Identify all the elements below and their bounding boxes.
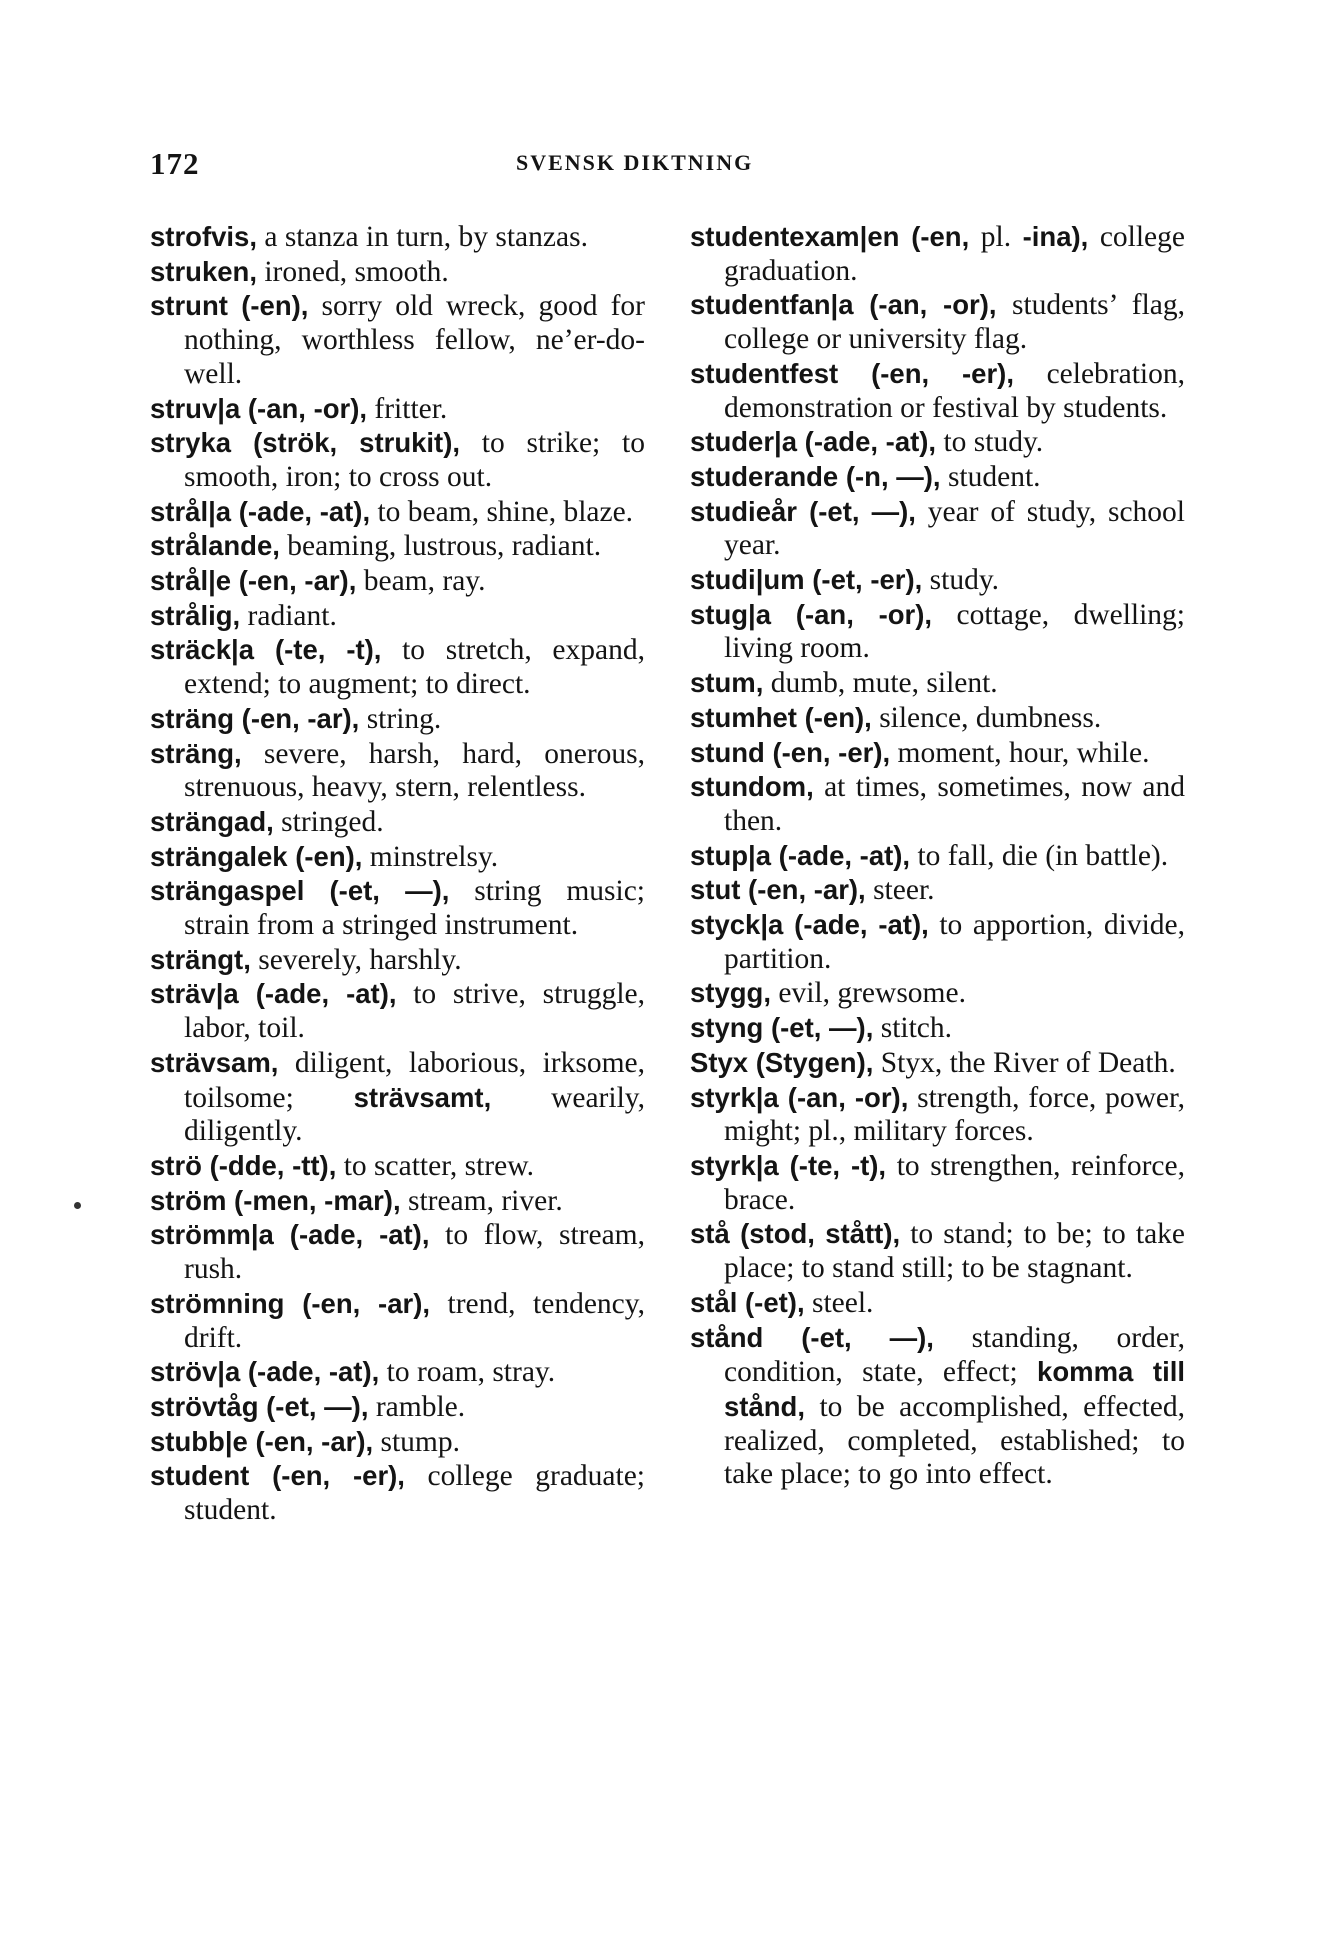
definition: to apportion, divide, partition.: [724, 909, 1185, 975]
headword: strofvis,: [150, 221, 257, 252]
dictionary-entry: [690, 701, 1185, 736]
dictionary-entry: [690, 288, 1185, 356]
headword: studieår (-et, —),: [690, 495, 916, 527]
running-head: SVENSK DIKTNING: [516, 150, 754, 175]
definition: to strike; to smooth, iron; to cross out.: [184, 427, 645, 493]
headword: ströv|a (-ade, -at),: [150, 1356, 380, 1388]
dictionary-entry: [690, 1217, 1185, 1285]
dictionary-entry: [150, 1287, 645, 1355]
dictionary-entry: [690, 1286, 1185, 1321]
dictionary-entry: [150, 1390, 645, 1425]
dictionary-entry: [150, 1355, 645, 1390]
headword: stumhet (-en),: [690, 701, 872, 733]
dictionary-entry: [150, 392, 645, 427]
dictionary-entry: [690, 1046, 1185, 1081]
definition: diligent, laborious, irksome, toilsome;: [184, 1046, 645, 1114]
definition: string.: [359, 702, 442, 735]
definition: dumb, mute, silent.: [763, 667, 998, 700]
headword: student (-en, -er),: [150, 1460, 405, 1492]
headword: strömm|a (-ade, -at),: [150, 1219, 430, 1251]
definition: to roam, stray.: [379, 1356, 556, 1389]
definition: minstrelsy.: [362, 840, 499, 873]
dictionary-entry: [150, 426, 645, 494]
dictionary-entry: [690, 598, 1185, 666]
dictionary-entry: [150, 289, 645, 391]
headword: strävsam,: [150, 1046, 279, 1078]
headword: studerande (-n, —),: [690, 460, 941, 492]
definition: severely, harshly.: [250, 943, 462, 976]
headword: strömning (-en, -ar),: [150, 1287, 431, 1319]
dictionary-entry: [690, 976, 1185, 1011]
dictionary-entry: [690, 495, 1185, 563]
definition: steel.: [804, 1286, 874, 1319]
dictionary-entry: [150, 255, 645, 290]
headword: stål (-et),: [690, 1286, 805, 1318]
definition: to fall, die (in battle).: [910, 839, 1169, 872]
stray-mark: [74, 1202, 81, 1209]
dictionary-entry: [690, 908, 1185, 976]
definition: study.: [922, 564, 1000, 597]
headword: sträv|a (-ade, -at),: [150, 978, 397, 1010]
definition: trend, tendency, drift.: [184, 1287, 645, 1354]
headword: stug|a (-an, -or),: [690, 598, 933, 630]
dictionary-entry: [150, 805, 645, 840]
dictionary-entry: [150, 495, 645, 530]
dictionary-entry: [150, 220, 645, 255]
headword: stum,: [690, 667, 764, 699]
headword: stygg,: [690, 977, 771, 1009]
headword: stup|a (-ade, -at),: [690, 839, 911, 871]
headword: strängaspel (-et, —),: [150, 875, 450, 907]
dictionary-entry: [690, 666, 1185, 701]
dictionary-entry: [690, 736, 1185, 771]
definition: silence, dumbness.: [871, 701, 1102, 734]
dictionary-entry: [690, 1149, 1185, 1217]
definition: steer.: [865, 874, 935, 907]
headword: strålig,: [150, 599, 241, 631]
dictionary-entry: [150, 977, 645, 1045]
definition: beaming, lustrous, radiant.: [279, 530, 602, 563]
headword: stund (-en, -er),: [690, 736, 891, 768]
definition: to stand; to be; to take place; to stand still; to be stagnant.: [724, 1218, 1185, 1285]
definition: to flow, stream, rush.: [184, 1219, 645, 1286]
dictionary-entry: [690, 770, 1185, 838]
dictionary-entry: [150, 702, 645, 737]
dictionary-entry: [150, 1046, 645, 1149]
headword: studentexam|en (-en,: [690, 221, 970, 252]
headword: stånd (-et, —),: [690, 1321, 934, 1353]
headword: studentfan|a (-an, -or),: [690, 289, 997, 321]
headword: styng (-et, —),: [690, 1012, 874, 1044]
dictionary-entry: [690, 1011, 1185, 1046]
definition: fritter.: [367, 392, 448, 425]
headword: sträck|a (-te, -t),: [150, 634, 382, 666]
headword: stå (stod, stått),: [690, 1218, 901, 1250]
right-column: [690, 220, 1185, 1492]
dictionary-entry: [690, 1081, 1185, 1149]
dictionary-entry: [150, 1425, 645, 1460]
headword: -ina),: [1022, 221, 1089, 252]
page-number: 172: [150, 146, 200, 181]
dictionary-entry: [150, 564, 645, 599]
definition: ramble.: [368, 1390, 466, 1423]
definition: severe, harsh, hard, onerous, strenuous, heavy, stern, relentless.: [184, 737, 645, 804]
definition: ironed, smooth.: [256, 255, 449, 288]
headword: sträng (-en, -ar),: [150, 702, 360, 734]
definition: year of study, school year.: [724, 495, 1186, 562]
definition: stitch.: [873, 1012, 953, 1045]
definition: wearily, diligently.: [184, 1081, 645, 1148]
definition: at times, sometimes, now and then.: [724, 771, 1185, 837]
headword: strunt (-en),: [150, 290, 309, 322]
headword: studi|um (-et, -er),: [690, 564, 923, 596]
headword: ström (-men, -mar),: [150, 1184, 401, 1216]
dictionary-entry: [150, 599, 645, 634]
definition: evil, grewsome.: [770, 977, 966, 1010]
definition: beam, ray.: [356, 565, 486, 598]
headword: strål|e (-en, -ar),: [150, 565, 357, 597]
definition: college graduation.: [724, 221, 1185, 287]
definition: stump.: [373, 1425, 460, 1458]
headword: struken,: [150, 255, 257, 287]
headword: studentfest (-en, -er),: [690, 357, 1014, 389]
dictionary-entry: [690, 460, 1185, 495]
definition: to be accomplished, effected, realized, completed, established; to take place; to go into effect.: [724, 1390, 1185, 1491]
definition: standing, order, condition, state, effect;: [724, 1321, 1185, 1389]
definition: to beam, shine, blaze.: [370, 495, 634, 528]
definition: pl.: [969, 221, 1023, 253]
dictionary-entry: [150, 943, 645, 978]
headword: strövtåg (-et, —),: [150, 1390, 369, 1422]
definition: college graduate; student.: [184, 1460, 645, 1527]
dictionary-entry: [150, 874, 645, 942]
headword: stubb|e (-en, -ar),: [150, 1425, 374, 1457]
definition: to stretch, expand, extend; to augment; to direct.: [184, 634, 645, 701]
dictionary-entry: [690, 1321, 1185, 1493]
dictionary-entry: [690, 563, 1185, 598]
definition: to study.: [936, 426, 1044, 459]
definition: students’ flag, college or university flag.: [724, 289, 1185, 356]
definition: a stanza in turn, by stanzas.: [256, 221, 588, 253]
headword: styrk|a (-an, -or),: [690, 1081, 909, 1113]
dictionary-entry: [690, 220, 1185, 288]
definition: Styx, the River of Death.: [873, 1046, 1176, 1079]
dictionary-entry: [150, 633, 645, 701]
definition: to strengthen, reinforce, brace.: [724, 1149, 1185, 1216]
headword: strävsamt,: [353, 1081, 492, 1113]
definition: moment, hour, while.: [890, 736, 1150, 769]
headword: strängad,: [150, 805, 274, 837]
headword: strålande,: [150, 530, 280, 562]
definition: sorry old wreck, good for nothing, worthless fellow, ne’er-do-well.: [184, 290, 645, 390]
headword: strängalek (-en),: [150, 840, 363, 872]
dictionary-entry: [150, 1149, 645, 1184]
dictionary-entry: [150, 529, 645, 564]
dictionary-entry: [150, 1218, 645, 1286]
dictionary-entry: [690, 839, 1185, 874]
headword: stundom,: [690, 771, 814, 803]
left-column: [150, 220, 645, 1528]
dictionary-entry: [150, 840, 645, 875]
dictionary-entry: [150, 737, 645, 805]
definition: celebration, demonstration or festival by students.: [724, 357, 1185, 424]
headword: stut (-en, -ar),: [690, 874, 866, 906]
definition: to scatter, strew.: [336, 1149, 534, 1182]
definition: student.: [940, 460, 1041, 493]
definition: cottage, dwelling; living room.: [724, 598, 1185, 665]
definition: strength, force, power, might; pl., military forces.: [724, 1081, 1185, 1148]
headword: styck|a (-ade, -at),: [690, 909, 929, 941]
dictionary-entry: [150, 1184, 645, 1219]
headword: struv|a (-an, -or),: [150, 392, 368, 424]
headword: strängt,: [150, 943, 251, 975]
definition: stream, river.: [400, 1184, 563, 1217]
headword: studer|a (-ade, -at),: [690, 426, 937, 458]
headword: strö (-dde, -tt),: [150, 1149, 337, 1181]
definition: string music; strain from a stringed instrument.: [184, 875, 645, 942]
dictionary-entry: [690, 425, 1185, 460]
dictionary-entry: [690, 873, 1185, 908]
definition: radiant.: [240, 599, 337, 632]
headword: Styx (Stygen),: [690, 1046, 874, 1078]
headword: styrk|a (-te, -t),: [690, 1149, 887, 1181]
dictionary-entry: [150, 1459, 645, 1527]
definition: to strive, struggle, labor, toil.: [184, 978, 645, 1045]
definition: stringed.: [273, 805, 384, 838]
headword: komma till stånd,: [724, 1356, 1185, 1422]
dictionary-entry: [690, 357, 1185, 425]
headword: sträng,: [150, 737, 242, 769]
headword: stryka (strök, strukit),: [150, 427, 461, 459]
headword: strål|a (-ade, -at),: [150, 495, 371, 527]
